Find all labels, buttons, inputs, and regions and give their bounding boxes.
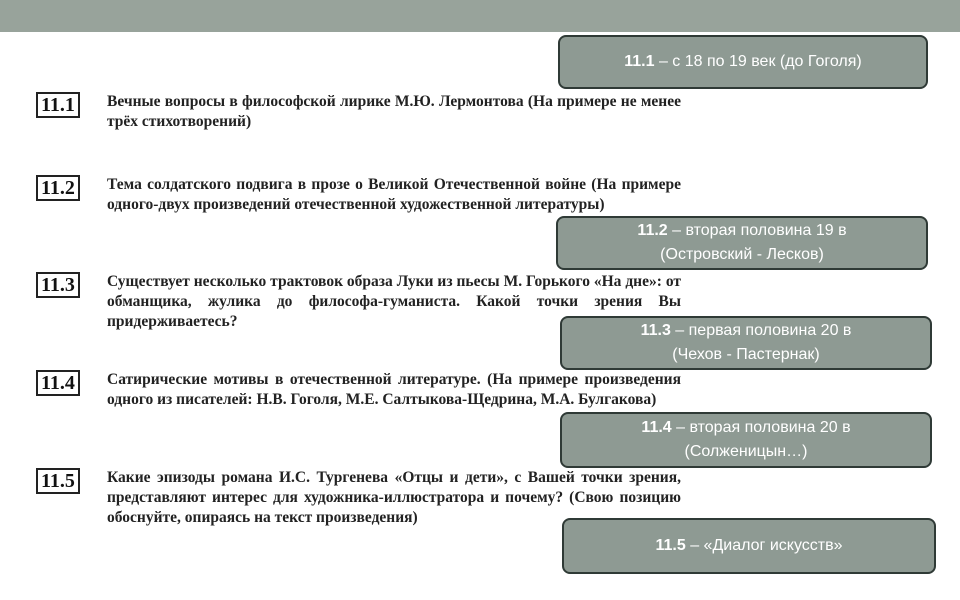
top-bar [0,0,960,32]
topic-text: Вечные вопросы в философской лирике М.Ю. Лермонтова (На примере не менее трёх стихотворений) [107,93,681,130]
topic-text: Сатирические мотивы в отечественной литературе. (На примере произведения одного из писателей: Н.В. Гоголя, М.Е. Салтыкова-Щедрина, М.А. Булгакова) [107,371,681,408]
callout-11-5 [562,518,936,574]
callout-line-1: – первая половина 20 в [670,322,852,339]
callout-11-2 [556,216,928,270]
callout-line-2: (Чехов - Пастернак) [672,346,820,363]
callout-number: 11.4 [641,419,672,436]
topic-11-1 [36,92,686,136]
topic-text: Существует несколько трактовок образа Луки из пьесы М. Горького «На дне»: от обманщика, жулика до философа-гуманиста. Какой точки зрения Вы придерживаетесь? [107,273,681,330]
topic-number: 11.5 [36,468,80,494]
callout-line-2: (Солженицын…) [684,443,808,460]
callout-line-1: – «Диалог искусств» [685,537,843,554]
callout-number: 11.5 [655,537,686,554]
topic-text: Тема солдатского подвига в прозе о Великой Отечественной войне (На примере одного-двух произведений отечественной художественной литературы) [107,176,681,213]
callout-11-1 [558,35,928,89]
topic-number: 11.3 [36,272,80,298]
topic-number: 11.2 [36,175,80,201]
callout-number: 11.1 [624,53,655,70]
topic-number: 11.4 [36,370,80,396]
callout-11-4 [560,412,932,468]
callout-11-3 [560,316,932,370]
topic-number: 11.1 [36,92,80,118]
callout-number: 11.3 [640,322,671,339]
callout-number: 11.2 [637,222,668,239]
callout-line-1: – вторая половина 19 в [667,222,847,239]
callout-line-1: – вторая половина 20 в [671,419,851,436]
topic-text: Какие эпизоды романа И.С. Тургенева «Отцы и дети», с Вашей точки зрения, представляют интерес для художника-иллюстратора и почему? (Свою позицию обоснуйте, опираясь на текст произведения) [107,469,681,526]
callout-line-1: – с 18 по 19 век (до Гоголя) [654,53,862,70]
callout-line-2: (Островский - Лесков) [660,246,824,263]
